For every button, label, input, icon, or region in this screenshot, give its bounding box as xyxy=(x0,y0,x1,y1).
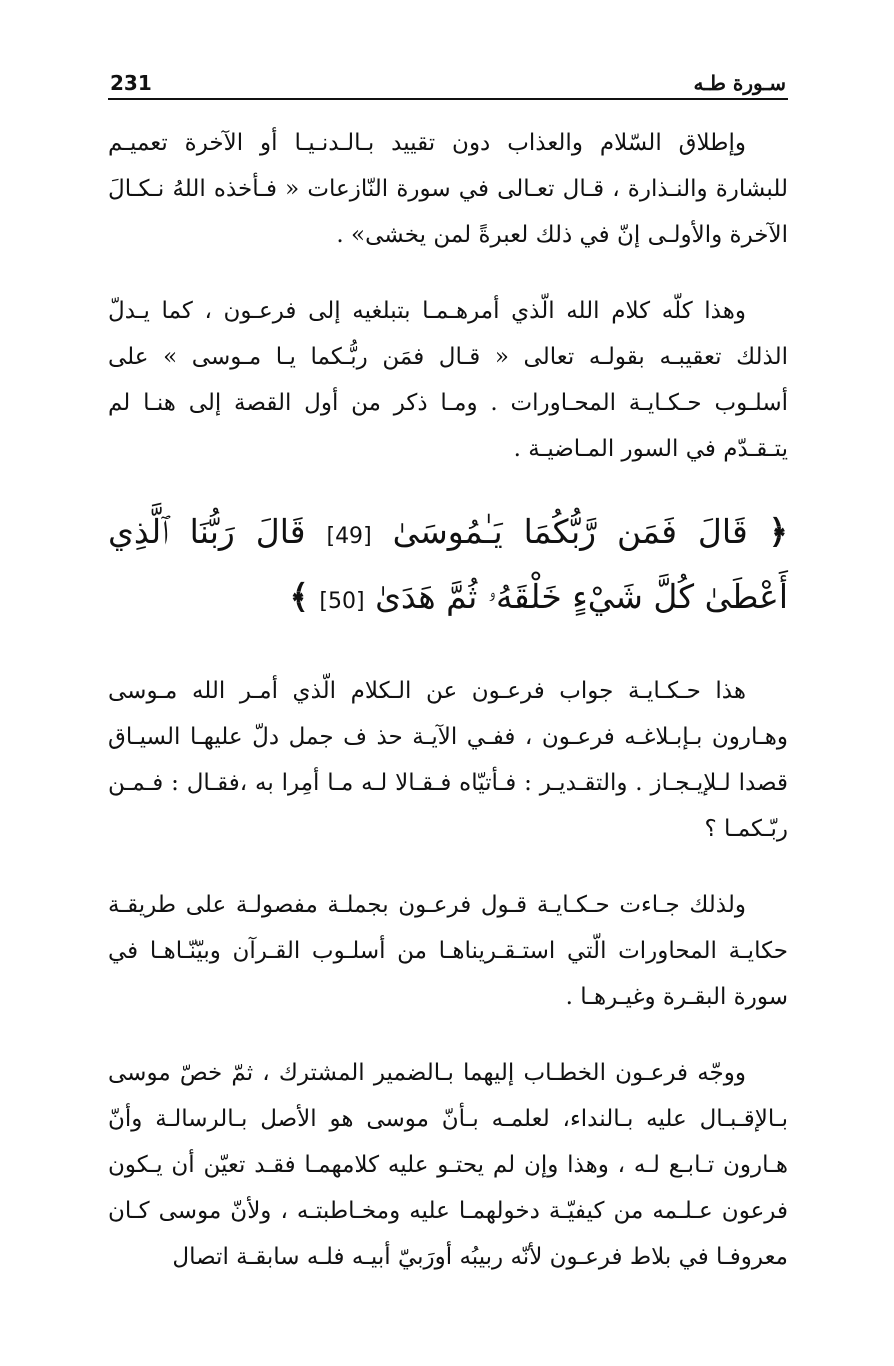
page-number: 231 xyxy=(110,71,152,95)
page-content xyxy=(108,120,788,1310)
verse-text-49: قَالَ فَمَن رَّبُّكُمَا يَـٰمُوسَىٰ xyxy=(392,512,748,551)
paragraph-2: وهذا كلّه كلام الله الّذي أمرهـمـا بتبلغيه إلى فرعـون ، كما يـدلّ الذلك تعقيبـه بقولـه تعالى « قـال فمَن ربُّـكما يـا مـوسى » على أسلـوب حـكـايـة المحـاورات . ومـا ذكر من أول القصة إلى هنـا لم يتـقـدّم في السور المـاضيـة . xyxy=(108,298,788,462)
paragraph-5: ووجّه فرعـون الخطـاب إليهما بـالضمير المشترك ، ثمّ خصّ موسى بـالإقـبـال عليه بـالنداء، لعلمـه بـأنّ موسى هو الأصل بـالرسالـة وأنّ هـارون تـابـع لـه ، وهذا وإن لم يحتـو عليه كلامهمـا فقـد تعيّن أن يـكون فرعون عـلـمه من كيفيّـة دخولهمـا عليه ومخـاطبتـه ، ولأنّ موسى كـان معروفـا في بلاط فرعـون لأنّه ربيبُه أورَبيّ أبيـه فلـه سابقـة اتصال xyxy=(108,1060,788,1270)
paragraph-1: وإطلاق السّلام والعذاب دون تقييد بـالـدنـيـا أو الآخرة تعميـم للبشارة والنـذارة ، قـال تعـالى في سورة النّازعات « فـأخذه اللهُ نـكـالَ الآخرة والأولـى إنّ في ذلك لعبرةً لمن يخشى» . xyxy=(108,130,788,248)
page-header xyxy=(108,68,788,100)
quran-verse xyxy=(108,502,788,632)
verse-number-50: [50] xyxy=(319,589,365,614)
surah-title: سـورة طـه xyxy=(693,71,786,95)
verse-open-brace: ﴿ xyxy=(768,512,788,551)
verse-close-brace: ﴾ xyxy=(289,577,309,616)
verse-text-50: قَالَ رَبُّنَا ٱلَّذِي أَعْطَىٰ كُلَّ شَيْءٍ خَلْقَهُۥ ثُمَّ هَدَىٰ xyxy=(108,512,788,616)
paragraph-4: ولذلك جـاءت حـكـايـة قـول فرعـون بجملـة مفصولـة على طريقـة حكايـة المحاورات الّتي استـقـريناهـا من أسلـوب القـرآن وبيّنّـاهـا في سورة البقـرة وغيـرهـا . xyxy=(108,892,788,1010)
verse-number-49: [49] xyxy=(326,524,372,549)
paragraph-3: هذا حـكـايـة جواب فرعـون عن الـكلام الّذي أمـر الله مـوسى وهـارون بـإبـلاغـه فرعـون ، ففـي الآيـة حذ ف جمل دلّ عليهـا السيـاق قصدا لـلإيـجـاز . والتقـديـر : فـأتيّاه فـقـالا لـه مـا أمِرا به ،فقـال : فـمـن ربّـكمـا ؟ xyxy=(108,678,788,842)
